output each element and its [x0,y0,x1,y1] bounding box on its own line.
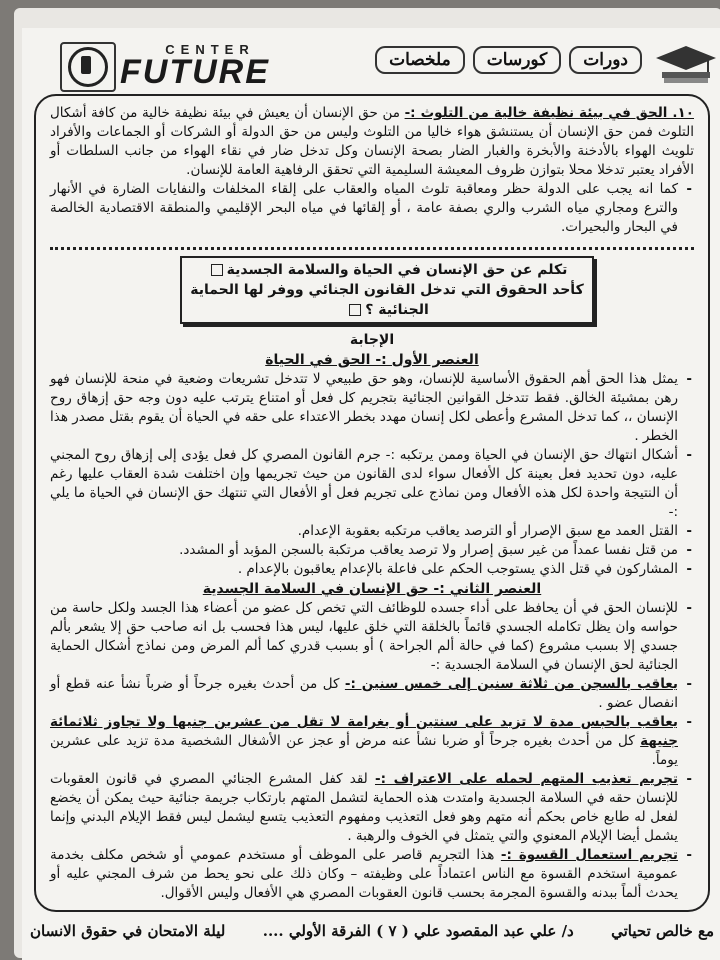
content-frame [34,94,710,912]
center-logo [60,42,116,92]
paragraph-7-text: هذا التجريم قاصر على الموظف أو مستخدم عمومي أو شخص مكلف بخدمة عمومية استخدم القسوة مع الناس اعتماداً على وظيفته – وكان ذلك على نحو يحط من شرف المجني عليه أو يحدث ألماً ببدنه والقسوة المجرمة بحسب قانون العقوبات المصري هي الأفعال وليس الأقوال. [50,847,678,901]
list-item: - المشاركون في قتل الذي يستوجب الحكم على فاعلة بالإعدام يعاقبون بالإعدام . [50,560,694,579]
brand-main-text: FUTURE [120,53,270,91]
paragraph-7-lead: تجريم استعمال القسوة :- [500,847,678,863]
section-10-bullet: - كما انه يجب على الدولة حظر ومعاقبة تلوث المياه والعقاب على إلقاء المخلفات والنفايات الضارة في الأنهار والترع ومجاري مياه الشرب والري بصفة عامة ، أو إلقائها في مياه البحر الإقليمي والمنطقة الاقتصادية الخالصة في البحار والبحيرات. [50,180,694,237]
header-tabs [375,46,642,74]
footer-author: د/ علي عبد المقصود علي ( ٧ ) الفرقة الأولي .... [262,922,574,940]
section-10-intro: من حق الإنسان أن يعيش في بيئة نظيفة خالية من كافة أشكال التلوث فمن حق الإنسان أن يستنشق هواء خاليا من التلوث وليس من حق الدولة أو الشركات أو الجماعات والأفراد تلويث الهواء بالأدخنة والأبخرة والغبار الضار بصحة الإنسان وكل تدخل ضار في نقاء الهواء من جانب السلطات أو الأفراد يعتبر تدخلا محلا بتوازن ظروف المعيشة السليمية التي تحقق الرفاهية العامة للإنسان. [50,105,694,178]
checkbox-icon [349,304,361,316]
element-2-title: العنصر الثاني :- حق الإنسان في السلامة الجسدية [202,581,542,597]
answer-heading: الإجابة [349,332,395,348]
page-footer [30,914,714,948]
document-page [22,28,720,960]
checkbox-icon [211,264,223,276]
paragraph-4-lead: يعاقب بالسجن من ثلاثة سنين إلى خمس سنين :- [344,676,678,692]
paragraph-6 [50,770,694,846]
paragraph-2: - أشكال انتهاك حق الإنسان في الحياة وممن يرتكبه :- جرم القانون المصري كل فعل يؤدى إلى إزهاق روح المجني عليه، دون تحديد فعل بعينة كل الأفعال سواء لدى القانون من حيث تجريمها وإن اختلفت شدة العقاب عليها رغم أن النتيجة واحدة لكل هذه الأفعال ومن نماذج على تجريم فعل أو الأفعال التي تنتهك حق الإنسان في الحياة ما يلي :- [50,446,694,522]
list-item: - من قتل نفسا عمداً من غير سبق إصرار ولا ترصد يعاقب مرتكبة بالسجن المؤبد أو المشدد. [50,541,694,560]
element-1-title: العنصر الأول :- الحق في الحياة [265,352,479,368]
paragraph-4 [50,675,694,713]
section-10-title: ١٠. الحق في بيئة نظيفة خالية من التلوث :- [404,105,694,121]
tab-summaries: ملخصات [375,46,465,74]
footer-greeting: مع خالص تحياتي [611,922,714,940]
dotted-divider [50,247,694,250]
paragraph-5-text: كل من أحدث بغيره جرحاً أو ضربا نشأ عنه مرض أو عجز عن الأشغال الشخصية مدة تزيد على عشرين يوماً. [50,733,678,768]
paragraph-6-text: لقد كفل المشرع الجنائي المصري في قانون العقوبات للإنسان حقه في السلامة الجسدية وامتدت هذه الحماية لتشمل المتهم بارتكاب جريمة جنائية حيث يمكن أن يخضع لفعل له طابع خاص بحكم أنه متهم وهو فعل التعذيب ومفهوم التعذيب يتسع ليشمل ليس فقط الإيلام البدني وإنما يشمل أيضا الإيلام المعنوي والتي يتمثل في الخوف والرهبة . [50,771,678,844]
page-header [60,42,642,91]
brand [120,42,300,91]
paragraph-5-lead: يعاقب بالحبس مدة لا تزيد على سنتين أو بغرامة لا تقل من عشرين جنيها ولا تجاوز ثلاثمائة جنيهة [50,714,678,749]
paragraph-7 [50,846,694,903]
footer-title: ليلة الامتحان في حقوق الانسان [30,922,226,940]
paragraph-3: - للإنسان الحق في أن يحافظ على أداء جسده للوظائف التي تخص كل عضو من أعضاء هذا الجسد ولكل حاسة من حواسه وان يظل تكامله الجسدي قائماً بالخلقة التي خلق عليها، ليس هذا فحسب بل انه صاحب حق إلا يشعر بألم جسدي إلا بسبب مشروع (كما في حالة ألم الجراحة ) أو بسبب قدري كما ألم المرض ومن نماذج أشكال الحماية الجنائية لحق الإنسان في السلامة الجسدية :- [50,599,694,675]
question-line-2: كأحد الحقوق التي تدخل القانون الجنائي ووفر لها الحماية الجنائية ؟ [190,282,584,318]
paragraph-4-text: كل من أحدث بغيره جرحاً أو ضرباً نشأ عنه قطع أو انفصال عضو . [50,676,678,711]
graduation-cap-icon [654,42,718,90]
paragraph-5 [50,713,694,770]
section-10 [50,104,694,180]
tab-courses: دورات [569,46,642,74]
paragraph-6-lead: تجريم تعذيب المتهم لحمله على الاعتراف :- [374,771,679,787]
question-box [180,256,594,324]
paragraph-1: - يمثل هذا الحق أهم الحقوق الأساسية للإنسان، وهو حق طبيعي لا تتدخل تشريعات وضعية في منحة للإنسان فهو رهن بمشيئة الخالق. فقط تتدخل القوانين الجنائية بتجريم كل فعل أو امتناع يترتب عليه دون وجه حق إزهاق روح الإنسان ،، كما تدخل المشرع وأعطى لكل إنسان مهدد بخطر الاعتداء على حقه في الحياة أن يقوم بقتل مصدر هذا الخطر . [50,370,694,446]
tab-courses-2: كورسات [473,46,562,74]
brand-top-text: CENTER [165,42,255,57]
question-line-1: تكلم عن حق الإنسان في الحياة والسلامة الجسدية [226,262,568,278]
list-item: - القتل العمد مع سبق الإصرار أو الترصد يعاقب مرتكبه بعقوبة الإعدام. [50,522,694,541]
